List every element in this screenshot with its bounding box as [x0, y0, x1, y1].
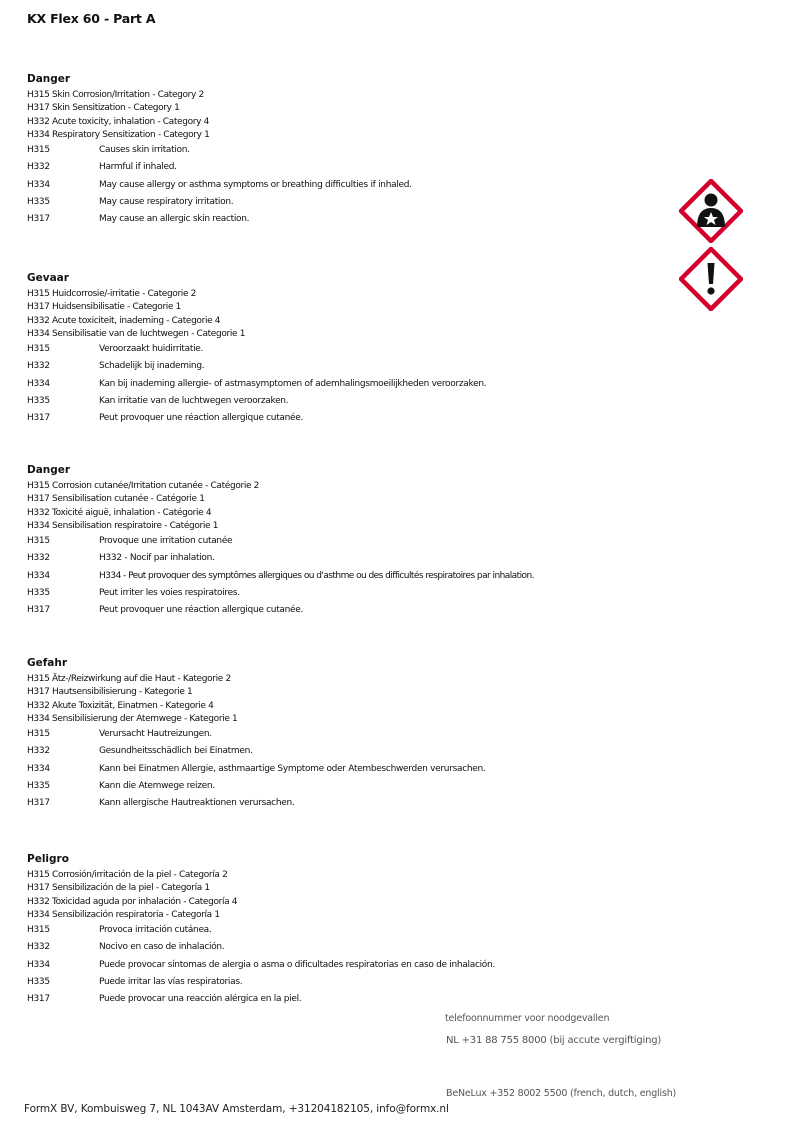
- hazard-statement-row: [27, 585, 667, 602]
- classification-line: H315 Skin Corrosion/Irritation - Category 2: [27, 90, 204, 100]
- hazard-code: H317: [27, 605, 50, 616]
- classification-line: H332 Akute Toxizität, Einatmen - Kategorie 4: [27, 700, 214, 711]
- hazard-statement-row: [27, 957, 667, 974]
- signal-word: Gefahr: [27, 657, 68, 669]
- section-english: [27, 72, 667, 229]
- classification-line: H334 Sensibilisierung der Atemwege - Kategorie 1: [27, 713, 238, 724]
- hazard-text: Puede provocar síntomas de alergia o asma o dificultades respiratorias en caso de inhalación.: [99, 959, 495, 970]
- ghs-exclamation-mark-icon: [679, 247, 743, 311]
- hazard-code: H332: [27, 162, 50, 173]
- hazard-code: H334: [27, 763, 50, 774]
- hazard-code: H335: [27, 197, 50, 208]
- hazard-statement-row: [27, 991, 667, 1008]
- signal-word: Danger: [27, 464, 71, 476]
- hazard-statement-row: [27, 358, 667, 375]
- hazard-code: H335: [27, 977, 50, 988]
- signal-word: Danger: [27, 73, 71, 85]
- hazard-statement-row: [27, 211, 667, 228]
- hazard-text: Provoca irritación cutánea.: [99, 925, 212, 936]
- classification-line: H334 Sensibilisatie van de luchtwegen - Categorie 1: [27, 328, 246, 339]
- classification-line: H332 Toxicité aiguë, inhalation - Catégorie 4: [27, 507, 212, 518]
- hazard-statement-row: [27, 761, 667, 778]
- classification-line: H334 Sensibilización respiratoria - Categoría 1: [27, 909, 220, 920]
- classification-line: H317 Sensibilisation cutanée - Catégorie 1: [27, 494, 205, 505]
- hazard-statement-row: [27, 410, 667, 427]
- hazard-statement-row: [27, 142, 667, 159]
- hazard-statement-row: [27, 159, 667, 176]
- section-french: [27, 463, 667, 620]
- hazard-text: May cause allergy or asthma symptoms or breathing difficulties if inhaled.: [99, 179, 412, 190]
- hazard-text: Peut irriter les voies respiratoires.: [99, 588, 240, 599]
- hazard-statement-row: [27, 939, 667, 956]
- classification-line: H334 Respiratory Sensitization - Category 1: [27, 129, 210, 140]
- classification-line: H315 Corrosion cutanée/Irritation cutanée - Catégorie 2: [27, 481, 260, 491]
- hazard-text: May cause an allergic skin reaction.: [99, 214, 250, 225]
- company-footer: FormX BV, Kombuisweg 7, NL 1043AV Amsterdam, +31204182105, info@formx.nl: [24, 1103, 449, 1115]
- hazard-code: H335: [27, 588, 50, 599]
- hazard-code: H317: [27, 994, 50, 1005]
- classification-line: H332 Acute toxiciteit, inademing - Categorie 4: [27, 315, 221, 326]
- hazard-text: Veroorzaakt huidirritatie.: [99, 344, 204, 355]
- hazard-text: Puede irritar las vías respiratorias.: [99, 977, 243, 988]
- hazard-code: H332: [27, 553, 50, 564]
- hazard-statement-row: [27, 795, 667, 812]
- classification-line: H317 Hautsensibilisierung - Kategorie 1: [27, 687, 193, 698]
- hazard-text: Verursacht Hautreizungen.: [99, 729, 212, 740]
- hazard-code: H334: [27, 179, 50, 190]
- signal-word: Peligro: [27, 853, 69, 865]
- hazard-code: H332: [27, 942, 50, 953]
- hazard-text: May cause respiratory irritation.: [99, 197, 234, 208]
- hazard-code: H334: [27, 570, 50, 581]
- emergency-heading: telefoonnummer voor noodgevallen: [445, 1013, 610, 1024]
- hazard-code: H315: [27, 145, 50, 156]
- hazard-text: Provoque une irritation cutanée: [99, 536, 233, 547]
- hazard-code: H317: [27, 798, 50, 809]
- hazard-text: Puede provocar una reacción alérgica en la piel.: [99, 994, 302, 1005]
- hazard-text: Peut provoquer une réaction allergique cutanée.: [99, 413, 304, 424]
- hazard-code: H315: [27, 729, 50, 740]
- classification-line: H315 Corrosión/irritación de la piel - Categoría 2: [27, 870, 228, 880]
- hazard-statement-row: [27, 974, 667, 991]
- hazard-text: Harmful if inhaled.: [99, 162, 177, 173]
- classification-line: H315 Ätz-/Reizwirkung auf die Haut - Kategorie 2: [27, 674, 231, 684]
- hazard-text: Kann bei Einatmen Allergie, asthmaartige Symptome oder Atembeschwerden verursachen.: [99, 763, 486, 774]
- hazard-statement-row: [27, 376, 667, 393]
- classification-line: H317 Huidsensibilisatie - Categorie 1: [27, 302, 182, 313]
- hazard-text: H332 - Nocif par inhalation.: [99, 553, 215, 564]
- hazard-text: Nocivo en caso de inhalación.: [99, 942, 225, 953]
- hazard-text: Kann die Atemwege reizen.: [99, 781, 215, 792]
- hazard-statement-row: [27, 393, 667, 410]
- hazard-code: H315: [27, 344, 50, 355]
- hazard-text: Peut provoquer une réaction allergique cutanée.: [99, 605, 304, 616]
- hazard-text: Gesundheitsschädlich bei Einatmen.: [99, 746, 253, 757]
- hazard-text: Schadelijk bij inademing.: [99, 361, 205, 372]
- hazard-code: H335: [27, 781, 50, 792]
- section-german: [27, 656, 667, 813]
- hazard-statement-row: [27, 743, 667, 760]
- emergency-phone-nl: NL +31 88 755 8000 (bij accute vergiftiging): [446, 1035, 662, 1046]
- classification-line: H334 Sensibilisation respiratoire - Catégorie 1: [27, 520, 219, 531]
- hazard-code: H332: [27, 746, 50, 757]
- hazard-statement-row: [27, 533, 667, 550]
- section-dutch: [27, 271, 667, 428]
- hazard-text: Kan bij inademing allergie- of astmasymptomen of ademhalingsmoeilijkheden veroorzaken.: [99, 378, 487, 389]
- hazard-statement-row: [27, 568, 667, 585]
- hazard-statement-row: [27, 194, 667, 211]
- hazard-code: H317: [27, 214, 50, 225]
- hazard-statement-row: [27, 341, 667, 358]
- hazard-statement-row: [27, 602, 667, 619]
- section-spanish: [27, 852, 667, 1009]
- emergency-phone-benelux: BeNeLux +352 8002 5500 (french, dutch, english): [446, 1088, 677, 1099]
- hazard-code: H335: [27, 396, 50, 407]
- classification-line: H317 Skin Sensitization - Category 1: [27, 103, 180, 114]
- hazard-text: Kan irritatie van de luchtwegen veroorzaken.: [99, 396, 289, 407]
- hazard-statement-row: [27, 177, 667, 194]
- hazard-text: Kann allergische Hautreaktionen verursachen.: [99, 798, 295, 809]
- hazard-text: H334 - Peut provoquer des symptômes allergiques ou d'asthme ou des difficultés respiratoires par inhalation.: [99, 570, 534, 581]
- classification-line: H332 Toxicidad aguda por inhalación - Categoría 4: [27, 896, 238, 907]
- hazard-code: H315: [27, 536, 50, 547]
- hazard-code: H317: [27, 413, 50, 424]
- hazard-statement-row: [27, 726, 667, 743]
- hazard-statement-row: [27, 778, 667, 795]
- hazard-code: H334: [27, 378, 50, 389]
- classification-line: H332 Acute toxicity, inhalation - Category 4: [27, 116, 209, 127]
- hazard-code: H315: [27, 925, 50, 936]
- hazard-code: H332: [27, 361, 50, 372]
- ghs-health-hazard-icon: [679, 179, 743, 243]
- signal-word: Gevaar: [27, 272, 69, 284]
- classification-line: H317 Sensibilización de la piel - Categoría 1: [27, 883, 210, 894]
- document-title: KX Flex 60 - Part A: [27, 11, 156, 26]
- hazard-statement-row: [27, 922, 667, 939]
- hazard-text: Causes skin irritation.: [99, 145, 190, 156]
- hazard-statement-row: [27, 550, 667, 567]
- classification-line: H315 Huidcorrosie/-irritatie - Categorie 2: [27, 289, 197, 299]
- hazard-code: H334: [27, 959, 50, 970]
